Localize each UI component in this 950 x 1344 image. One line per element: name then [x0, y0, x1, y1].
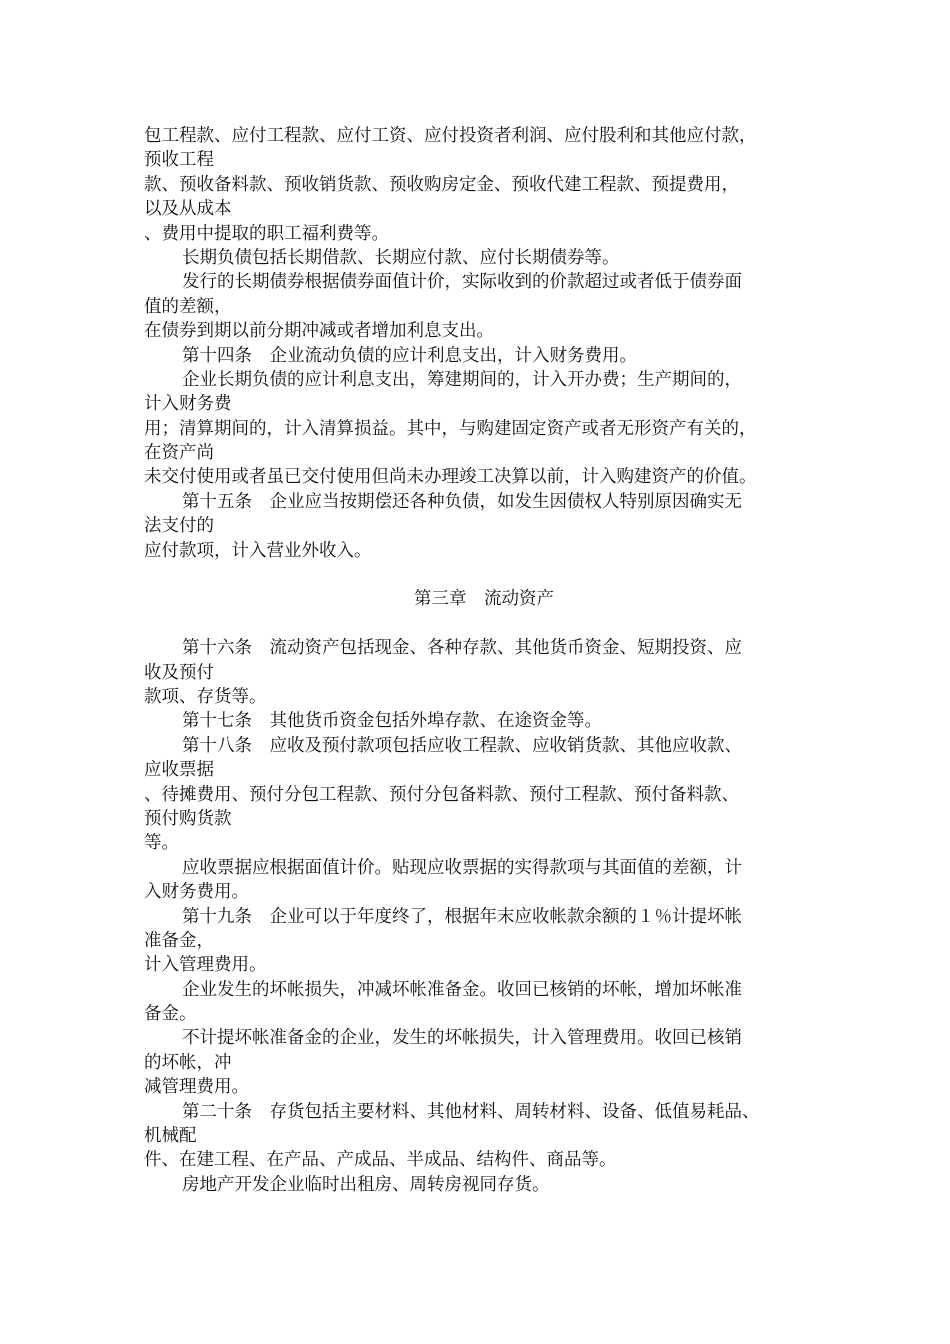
text-line: 企业长期负债的应计利息支出，筹建期间的，计入开办费；生产期间的， — [182, 369, 742, 390]
text-line: 法支付的 — [144, 516, 214, 537]
text-line: 应收票据 — [144, 760, 214, 781]
text-line: 第十九条 企业可以于年度终了，根据年末应收帐款余额的１％计提坏帐 — [182, 906, 742, 927]
text-line: 第十五条 企业应当按期偿还各种负债，如发生因债权人特别原因确实无 — [182, 491, 742, 512]
text-block-before-chapter — [144, 124, 824, 563]
chapter-title: 第三章 流动资产 — [414, 589, 554, 610]
text-line: 第二十条 存货包括主要材料、其他材料、周转材料、设备、低值易耗品、 — [182, 1101, 760, 1122]
text-line: 包工程款、应付工程款、应付工资、应付投资者利润、应付股利和其他应付款， — [144, 126, 757, 146]
text-line: 在债券到期以前分期冲减或者增加利息支出。 — [144, 321, 494, 342]
text-line: 房地产开发企业临时出租房、周转房视同存货。 — [182, 1174, 550, 1195]
text-line: 件、在建工程、在产品、产成品、半成品、结构件、商品等。 — [144, 1150, 617, 1171]
spacer — [144, 563, 824, 587]
text-line: 收及预付 — [144, 662, 214, 683]
text-line: 第十四条 企业流动负债的应计利息支出，计入财务费用。 — [182, 345, 637, 366]
text-line: 预付购货款 — [144, 808, 232, 829]
text-line: 计入财务费 — [144, 394, 232, 415]
text-line: 值的差额， — [144, 296, 232, 317]
text-line: 应付款项，计入营业外收入。 — [144, 540, 372, 561]
text-line: 第十七条 其他货币资金包括外埠存款、在途资金等。 — [182, 711, 602, 732]
text-line: 准备金， — [144, 930, 214, 951]
text-block-after-chapter — [144, 636, 824, 1197]
text-line: 在资产尚 — [144, 443, 214, 464]
text-line: 、待摊费用、预付分包工程款、预付分包备料款、预付工程款、预付备料款、 — [144, 784, 739, 805]
text-line: 款项、存货等。 — [144, 686, 267, 707]
document-page — [144, 124, 824, 1197]
text-line: 第十八条 应收及预付款项包括应收工程款、应收销货款、其他应收款、 — [182, 735, 742, 756]
text-line: 、费用中提取的职工福利费等。 — [144, 223, 389, 244]
text-line: 用；清算期间的，计入清算损益。其中，与购建固定资产或者无形资产有关的， — [144, 418, 757, 439]
text-line: 未交付使用或者虽已交付使用但尚未办理竣工决算以前，计入购建资产的价值。 — [144, 467, 757, 488]
text-line: 以及从成本 — [144, 199, 232, 220]
text-line: 预收工程 — [144, 150, 214, 171]
text-line: 计入管理费用。 — [144, 955, 267, 976]
text-line: 入财务费用。 — [144, 882, 249, 903]
text-line: 机械配 — [144, 1126, 197, 1147]
text-line: 款、预收备料款、预收销货款、预收购房定金、预收代建工程款、预提费用， — [144, 174, 739, 195]
text-line: 发行的长期债券根据债券面值计价，实际收到的价款超过或者低于债券面 — [182, 272, 742, 293]
text-line: 第十六条 流动资产包括现金、各种存款、其他货币资金、短期投资、应 — [182, 638, 742, 659]
spacer — [144, 612, 824, 636]
text-line: 等。 — [144, 833, 179, 854]
text-line: 的坏帐，冲 — [144, 1052, 232, 1073]
text-line: 不计提坏帐准备金的企业，发生的坏帐损失，计入管理费用。收回已核销 — [182, 1028, 742, 1049]
text-line: 备金。 — [144, 1004, 197, 1025]
text-line: 应收票据应根据面值计价。贴现应收票据的实得款项与其面值的差额，计 — [182, 857, 742, 878]
text-line: 企业发生的坏帐损失，冲减坏帐准备金。收回已核销的坏帐，增加坏帐准 — [182, 979, 742, 1000]
text-line: 减管理费用。 — [144, 1077, 249, 1098]
text-line: 长期负债包括长期借款、长期应付款、应付长期债券等。 — [182, 247, 620, 268]
